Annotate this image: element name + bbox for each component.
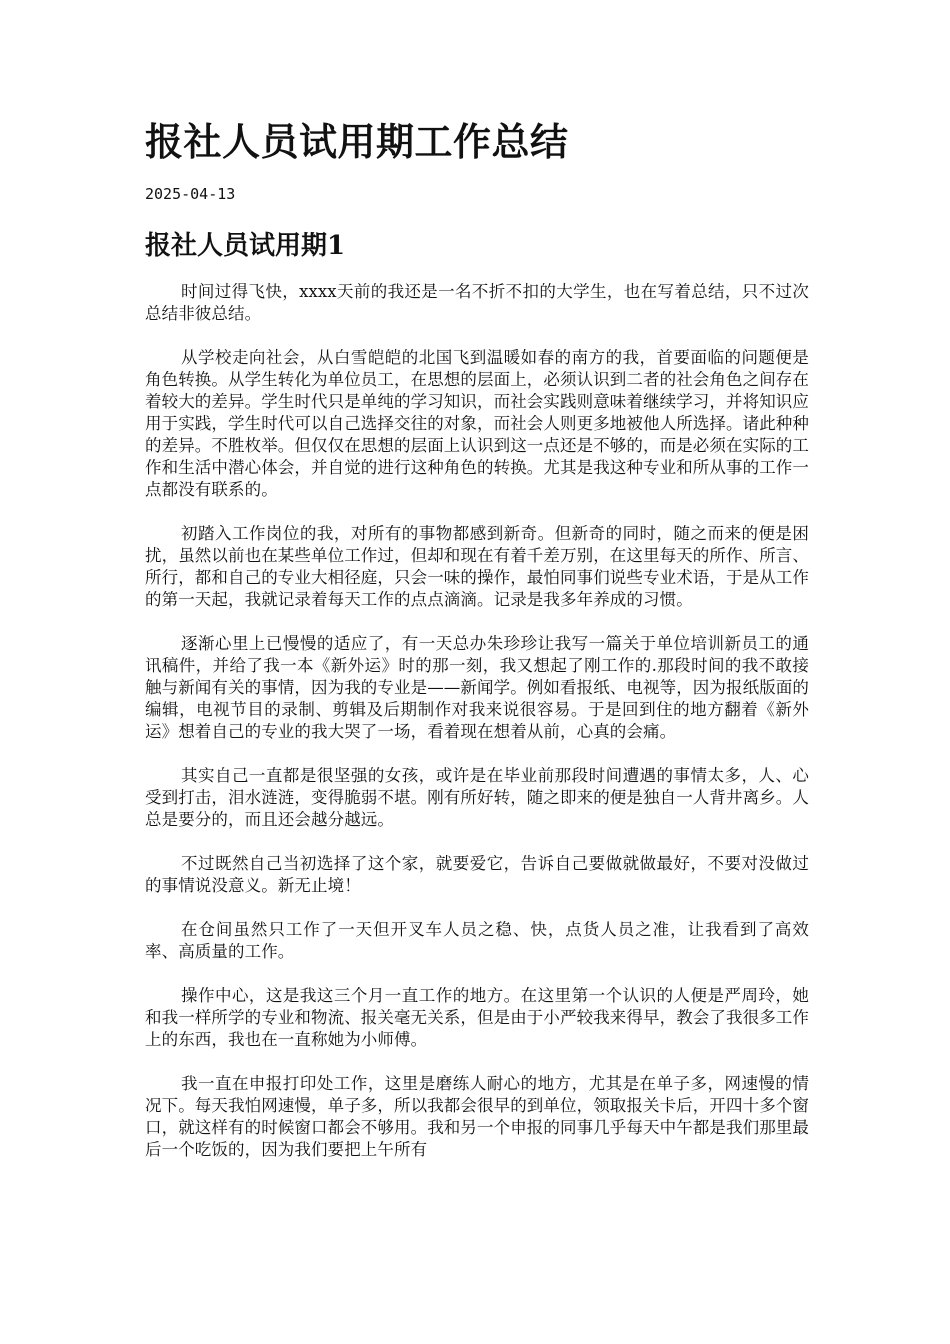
paragraph-8: 操作中心，这是我这三个月一直工作的地方。在这里第一个认识的人便是严周玲，她和我一样所学的专业和物流、报关毫无关系，但是由于小严较我来得早，教会了我很多工作上的东西，我也在一直称她为小师傅。 <box>145 986 809 1049</box>
paragraph-7: 在仓间虽然只工作了一天但开叉车人员之稳、快，点货人员之准，让我看到了高效率、高质量的工作。 <box>145 920 809 961</box>
paragraph-6: 不过既然自己当初选择了这个家，就要爱它，告诉自己要做就做最好，不要对没做过的事情说没意义。新无止境！ <box>145 854 809 895</box>
document-date: 2025-04-13 <box>145 185 236 203</box>
paragraph-9: 我一直在申报打印处工作，这里是磨练人耐心的地方，尤其是在单子多，网速慢的情况下。每天我怕网速慢，单子多，所以我都会很早的到单位，领取报关卡后，开四十多个窗口，就这样有的时候窗口都会不够用。我和另一个申报的同事几乎每天中午都是我们那里最后一个吃饭的，因为我们要把上午所有 <box>145 1074 809 1159</box>
paragraph-4: 逐渐心里上已慢慢的适应了，有一天总办朱珍珍让我写一篇关于单位培训新员工的通讯稿件，并给了我一本《新外运》时的那一刻，我又想起了刚工作的.那段时间的我不敢接触与新闻有关的事情，因为我的专业是——新闻学。例如看报纸、电视等，因为报纸版面的编辑，电视节目的录制、剪辑及后期制作对我来说很容易。于是回到住的地方翻着《新外运》想着自己的专业的我大哭了一场，看着现在想着从前，心真的会痛。 <box>145 634 809 741</box>
section-heading: 报社人员试用期1 <box>145 231 346 261</box>
document-title: 报社人员试用期工作总结 <box>145 119 569 164</box>
paragraph-2: 从学校走向社会，从白雪皑皑的北国飞到温暖如春的南方的我，首要面临的问题便是角色转换。从学生转化为单位员工，在思想的层面上，必须认识到二者的社会角色之间存在着较大的差异。学生时代只是单纯的学习知识，而社会实践则意味着继续学习，并将知识应用于实践，学生时代可以自己选择交往的对象，而社会人则更多地被他人所选择。诸此种种的差异。不胜枚举。但仅仅在思想的层面上认识到这一点还是不够的，而是必须在实际的工作和生活中潜心体会，并自觉的进行这种角色的转换。尤其是我这种专业和所从事的工作一点都没有联系的。 <box>145 348 809 499</box>
document-body <box>145 281 809 1183</box>
paragraph-1: 时间过得飞快，xxxx天前的我还是一名不折不扣的大学生，也在写着总结，只不过次总结非彼总结。 <box>145 282 809 323</box>
paragraph-3: 初踏入工作岗位的我，对所有的事物都感到新奇。但新奇的同时，随之而来的便是困扰，虽然以前也在某些单位工作过，但却和现在有着千差万别，在这里每天的所作、所言、所行，都和自己的专业大相径庭，只会一味的操作，最怕同事们说些专业术语，于是从工作的第一天起，我就记录着每天工作的点点滴滴。记录是我多年养成的习惯。 <box>145 524 809 609</box>
paragraph-5: 其实自己一直都是很坚强的女孩，或许是在毕业前那段时间遭遇的事情太多，人、心受到打击，泪水涟涟，变得脆弱不堪。刚有所好转，随之即来的便是独自一人背井离乡。人总是要分的，而且还会越分越远。 <box>145 766 809 829</box>
